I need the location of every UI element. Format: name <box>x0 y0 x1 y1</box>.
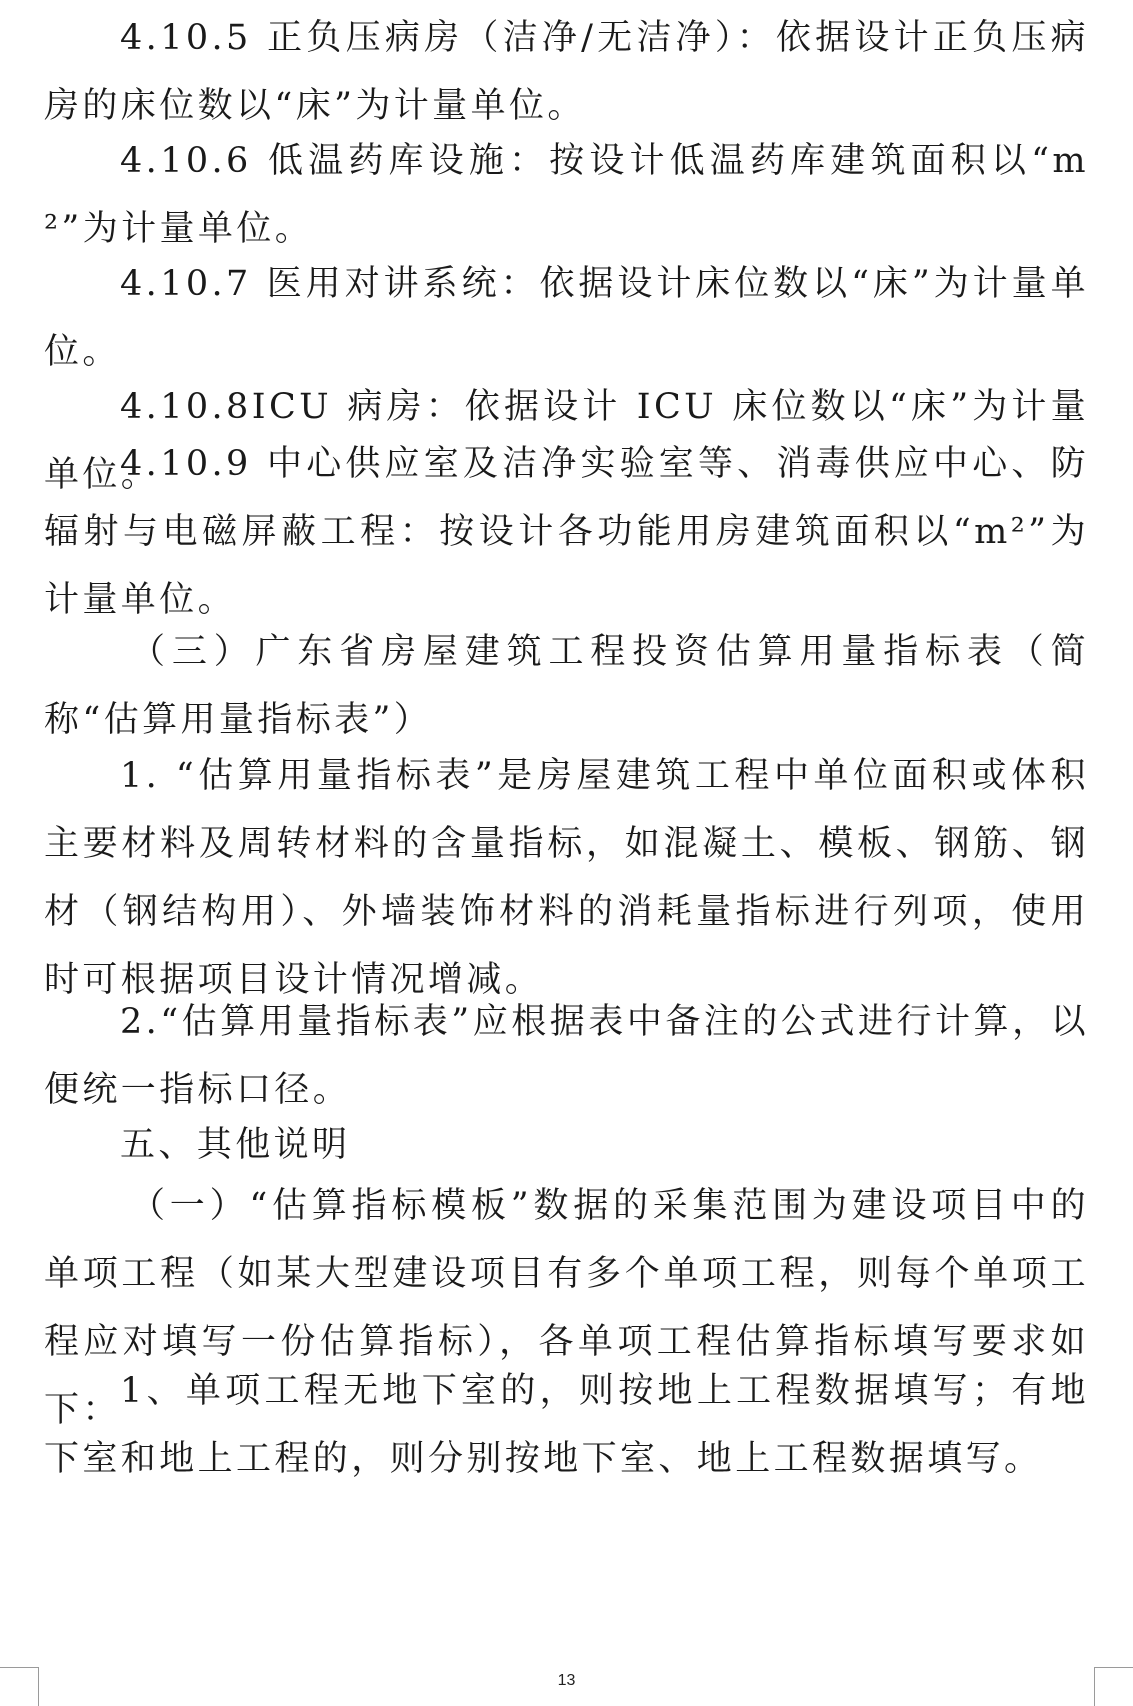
paragraph-underground-rule: 1、单项工程无地下室的，则按地上工程数据填写；有地下室和地上工程的，则分别按地下室、地上工程数据填写。 <box>44 1371 1089 1479</box>
paragraph-item-2: 2.“估算用量指标表”应根据表中备注的公式进行计算，以便统一指标口径。 <box>44 1002 1089 1110</box>
paragraph-4-10-5: 4.10.5 正负压病房（洁净/无洁净）：依据设计正负压病房的床位数以“床”为计量单位。 <box>44 18 1089 126</box>
paragraph-4-10-8: 4.10.8ICU 病房：依据设计 ICU 床位数以“床”为计量单位。 <box>44 387 1089 495</box>
page-number: 13 <box>557 1672 576 1689</box>
paragraph-collection-scope: （一）“估算指标模板”数据的采集范围为建设项目中的单项工程（如某大型建设项目有多个单项工程，则每个单项工程应对填写一份估算指标），各单项工程估算指标填写要求如下： <box>44 1186 1089 1430</box>
paragraph-4-10-9: 4.10.9 中心供应室及洁净实验室等、消毒供应中心、防辐射与电磁屏蔽工程：按设计各功能用房建筑面积以“m²”为计量单位。 <box>44 444 1089 620</box>
paragraph-4-10-7: 4.10.7 医用对讲系统：依据设计床位数以“床”为计量单位。 <box>44 264 1089 372</box>
section-heading-estimate-table: （三）广东省房屋建筑工程投资估算用量指标表（简称“估算用量指标表”） <box>44 632 1089 740</box>
paragraph-4-10-6: 4.10.6 低温药库设施：按设计低温药库建筑面积以“m²”为计量单位。 <box>44 141 1089 249</box>
section-heading-other-notes: 五、其他说明 <box>120 1125 351 1165</box>
paragraph-item-1: 1. “估算用量指标表”是房屋建筑工程中单位面积或体积主要材料及周转材料的含量指标，如混凝土、模板、钢筋、钢材（钢结构用）、外墙装饰材料的消耗量指标进行列项，使用时可根据项目设计情况增减。 <box>44 756 1089 1000</box>
